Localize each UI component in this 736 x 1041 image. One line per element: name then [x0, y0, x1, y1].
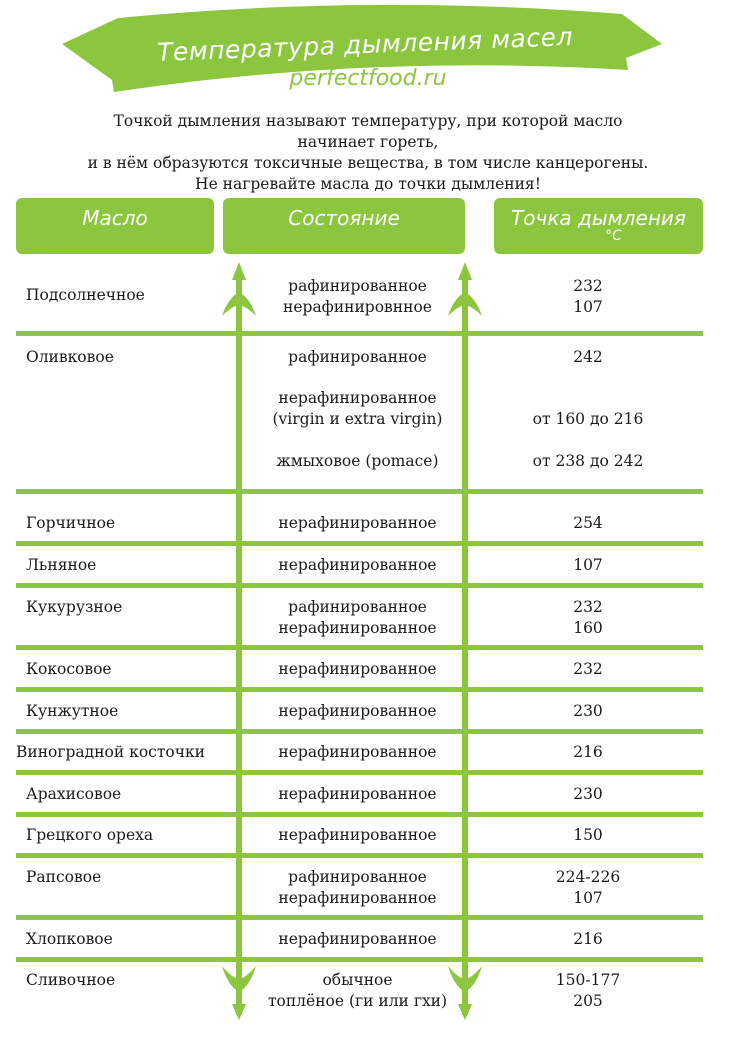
oil-name: Кукурузное [26, 598, 123, 616]
temp-unit: °C [605, 228, 622, 244]
smoke-point-value: 160 [573, 619, 603, 637]
smoke-point-value: 254 [573, 514, 603, 532]
oil-state [250, 388, 465, 430]
oil-name: Горчичное [26, 514, 116, 532]
oil-name: Льняное [26, 556, 97, 574]
smoke-point [488, 970, 688, 1012]
oil-state: нерафинированное [278, 556, 437, 574]
oil-state [250, 867, 465, 909]
oil-name: Кокосовое [26, 660, 112, 678]
oil-state-line: топлёное (ги или гхи) [267, 992, 448, 1010]
smoke-point-value: от 160 до 216 [532, 410, 644, 428]
smoke-point-value: 205 [573, 992, 603, 1010]
oil-state-line: нерафинированное [278, 619, 437, 637]
smoke-point-value: 107 [573, 889, 603, 907]
row-divider [16, 541, 703, 546]
smoke-point-value: 242 [573, 348, 603, 366]
row-divider [16, 331, 703, 336]
oil-state [250, 970, 465, 1012]
oil-state-line: рафинированное [288, 277, 427, 295]
smoke-point [488, 597, 688, 639]
smoke-point-value: 230 [573, 785, 603, 803]
oil-name: Сливочное [26, 971, 116, 989]
oil-name: Рапсовое [26, 868, 102, 886]
smoke-point-value: 230 [573, 702, 603, 720]
smoke-point-value: 150 [573, 826, 603, 844]
oil-state [250, 347, 465, 368]
smoke-point [488, 276, 688, 318]
arrow-down-icon [232, 1004, 246, 1020]
oil-state-line: рафинированное [288, 868, 427, 886]
row-divider [16, 645, 703, 650]
oil-state [250, 597, 465, 639]
smoke-point [488, 409, 688, 430]
oil-state: нерафинированное [278, 930, 437, 948]
column-header-oil-label: Масло [82, 206, 148, 230]
intro-line: начинает гореть, [297, 133, 439, 151]
smoke-point-value: 232 [573, 660, 603, 678]
oil-name: Виноградной косточки [16, 743, 206, 761]
smoke-point-value: 216 [573, 743, 603, 761]
row-divider [16, 583, 703, 588]
smoke-point-value: от 238 до 242 [532, 452, 644, 470]
row-divider [16, 489, 703, 494]
column-header-temp-label: Точка дымления [511, 206, 686, 230]
oil-name: Подсолнечное [26, 286, 145, 304]
row-divider [16, 770, 703, 775]
oil-state-line: нерафинировнное [283, 298, 432, 316]
oil-state: нерафинированное [278, 826, 437, 844]
oil-name: Оливковое [26, 348, 114, 366]
oil-state-line: рафинированное [288, 348, 427, 366]
row-divider [16, 853, 703, 858]
oil-state [250, 451, 465, 472]
oil-state-line: жмыховое (pomace) [276, 452, 439, 470]
intro-line: и в нём образуются токсичные вещества, в том числе канцерогены. [87, 154, 649, 172]
smoke-point-value: 232 [573, 598, 603, 616]
smoke-point-value: 232 [573, 277, 603, 295]
oil-name: Хлопковое [26, 930, 113, 948]
arrow-up-icon [232, 262, 246, 280]
row-divider [16, 957, 703, 962]
oil-state-line: нерафинированное [278, 389, 437, 407]
oil-name: Кунжутное [26, 702, 119, 720]
intro-line: Точкой дымления называют температуру, при которой масло [113, 112, 623, 130]
oil-state: нерафинированное [278, 660, 437, 678]
oil-state: нерафинированное [278, 514, 437, 532]
oil-state-line: рафинированное [288, 598, 427, 616]
row-divider [16, 729, 703, 734]
row-divider [16, 915, 703, 920]
oil-state-line: обычное [322, 971, 393, 989]
smoke-point [488, 451, 688, 472]
intro-line: Не нагревайте масла до точки дымления! [195, 175, 541, 193]
oil-state-line: нерафинированное [278, 889, 437, 907]
smoke-point-value: 150-177 [555, 971, 621, 989]
smoke-point-value: 107 [573, 298, 603, 316]
smoke-point-value: 216 [573, 930, 603, 948]
oil-state: нерафинированное [278, 702, 437, 720]
oil-name: Грецкого ореха [26, 826, 154, 844]
smoke-point [488, 347, 688, 368]
oil-state: нерафинированное [278, 785, 437, 803]
oil-state-line: (virgin и extra virgin) [272, 410, 443, 428]
smoke-point [488, 867, 688, 909]
row-divider [16, 687, 703, 692]
smoke-point-value: 224-226 [555, 868, 621, 886]
row-divider [16, 812, 703, 817]
smoke-point-value: 107 [573, 556, 603, 574]
oil-name: Арахисовое [26, 785, 122, 803]
oil-state [250, 276, 465, 318]
column-header-state-label: Состояние [288, 206, 400, 230]
page-title: Температура дымления масел [156, 22, 574, 67]
site-url: perfectfood.ru [289, 66, 447, 91]
oil-state: нерафинированное [278, 743, 437, 761]
